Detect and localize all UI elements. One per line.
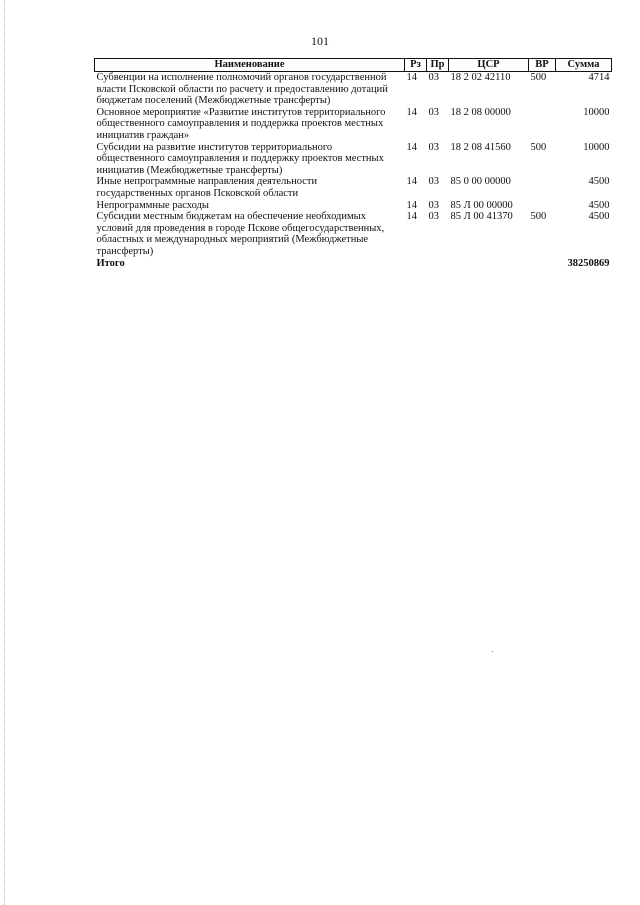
row-name: Иные непрограммные направления деятельности государственных органов Псковской области [96, 176, 318, 199]
page-number: 101 [311, 34, 329, 48]
row-vr [529, 107, 556, 142]
budget-table [94, 58, 612, 269]
row-name: Субвенции на исполнение полномочий органов государственной власти Псковской области по расчету и предоставлению дотаций бюджетам поселений (Межбюджетные трансферты) [96, 72, 388, 107]
row-name: Непрограммные расходы [96, 199, 209, 211]
row-sum: 10000 [583, 106, 610, 118]
row-rz: 14 [406, 72, 417, 83]
row-rz: 14 [406, 176, 417, 188]
row-sum: 4500 [588, 199, 610, 211]
table-row [95, 107, 612, 142]
row-pr: 03 [428, 72, 439, 83]
row-csr: 85 Л 00 41370 [450, 211, 513, 223]
row-rz: 14 [406, 199, 417, 211]
row-pr: 03 [428, 106, 439, 118]
row-name: Субсидии местным бюджетам на обеспечение необходимых условий для проведения в городе Пскове общегосударственных, областных и международных мероприятий (Межбюджетные трансферты) [96, 211, 385, 257]
scan-edge-line [4, 0, 5, 905]
row-sum: 4500 [588, 176, 610, 188]
header-name: Наименование [95, 59, 405, 72]
row-sum: 10000 [583, 141, 610, 153]
table-row [95, 72, 612, 107]
row-csr: 85 Л 00 00000 [450, 199, 513, 211]
row-csr: 18 2 02 42110 [450, 72, 511, 83]
table-row [95, 142, 612, 177]
table-row [95, 200, 612, 212]
table-row [95, 176, 612, 199]
row-vr: 500 [530, 211, 547, 223]
total-empty-csr [449, 258, 529, 270]
row-csr: 18 2 08 41560 [450, 141, 511, 153]
header-sum: Сумма [556, 59, 612, 72]
row-csr: 85 0 00 00000 [450, 176, 511, 188]
row-vr [529, 176, 556, 199]
row-csr: 18 2 08 00000 [450, 106, 511, 118]
row-vr [529, 200, 556, 212]
header-rz: Рз [405, 59, 427, 72]
row-rz: 14 [406, 106, 417, 118]
total-empty-pr [427, 258, 449, 270]
row-vr: 500 [530, 72, 547, 83]
header-pr: Пр [427, 59, 449, 72]
row-sum: 4500 [588, 211, 610, 223]
total-label: Итого [96, 257, 125, 269]
total-row [95, 258, 612, 270]
row-pr: 03 [428, 141, 439, 153]
row-pr: 03 [428, 176, 439, 188]
row-name: Основное мероприятие «Развитие институтов территориального общественного самоуправления и поддержка проектов местных инициатив граждан» [96, 106, 386, 141]
row-pr: 03 [428, 199, 439, 211]
row-name: Субсидии на развитие институтов территориального общественного самоуправления и поддержку проектов местных инициатив (Межбюджетные трансферты) [96, 141, 384, 176]
row-sum: 4714 [588, 72, 610, 83]
total-sum: 38250869 [567, 257, 610, 269]
row-pr: 03 [428, 211, 439, 223]
header-csr: ЦСР [449, 59, 529, 72]
header-vr: ВР [529, 59, 556, 72]
table-header-row [95, 59, 612, 72]
row-vr: 500 [530, 141, 547, 153]
total-empty-rz [405, 258, 427, 270]
row-rz: 14 [406, 211, 417, 223]
table-row [95, 211, 612, 257]
scan-speck [492, 651, 493, 652]
total-empty-vr [529, 258, 556, 270]
row-rz: 14 [406, 141, 417, 153]
